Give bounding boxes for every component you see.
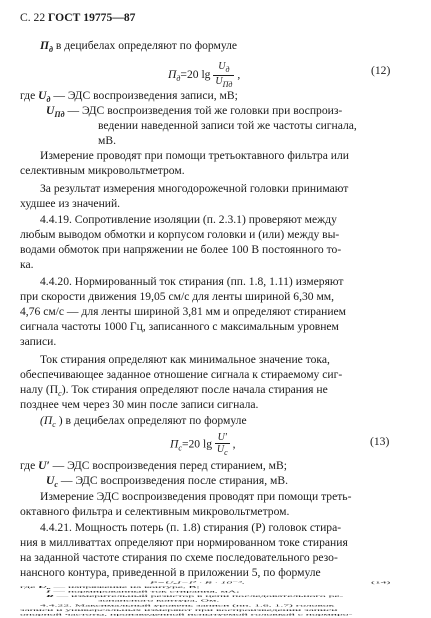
where12-upd-text: — ЭДС воспроизведения той же головки при воспроиз- [64, 104, 343, 117]
p4422-line1-part-0: 4.4.22. Максимальный уровень записи (пп. 1.6, 1.7) головок [40, 603, 335, 608]
p4421-line3: на заданной частоте стирания по схеме последовательного резо- [20, 551, 338, 564]
p4422-line3 [20, 612, 352, 617]
f12-lhs: П [168, 68, 177, 82]
f12-num-sub: д [225, 65, 230, 74]
where13-line1 [20, 458, 287, 473]
pc-intro [40, 413, 247, 432]
f12-num-u: U [218, 61, 226, 72]
f12-num [213, 61, 234, 76]
f12-den-u: U [215, 76, 223, 87]
erase-line1: Ток стирания определяют как минимальное значение тока, [40, 353, 330, 366]
f13-den [215, 444, 230, 458]
where13-uc: U [46, 474, 55, 487]
p4419-line1: 4.4.19. Сопротивление изоляции (п. 2.3.1) проверяют между [40, 213, 337, 226]
where13-uc-text: — ЭДС воспроизведения после стирания, мВ. [57, 474, 288, 487]
erase-line4: позднее чем через 30 мин после записи сигнала. [20, 398, 259, 411]
where14-line1-part-3: — напряжение на контуре, В; [50, 585, 200, 589]
p4420-line4: сигнала частоты 1000 Гц, записанного с максимальным уровнем [20, 320, 339, 333]
p4420-line5: записи. [20, 335, 57, 348]
where13-uc-sub: c [54, 480, 58, 489]
p4421-line1: 4.4.21. Мощность потерь (п. 1.8) стирания (Р) головок стира- [40, 521, 342, 534]
formula-14-part-0: Р=U [150, 580, 174, 585]
where14-line1-part-1: U [38, 585, 47, 589]
page-bottom-block [0, 580, 431, 618]
erase-pc-sub: с [58, 389, 62, 398]
measure2-line2: октавного фильтра и селективным микровольтметром. [20, 505, 290, 518]
where14-line2-part-0: I [46, 589, 51, 594]
where12-line4: мВ. [98, 134, 116, 147]
f12-tail: , [234, 68, 241, 82]
p4420-line1: 4.4.20. Нормированный ток стирания (пп. 1.8, 1.11) измеряют [40, 275, 344, 288]
measure2-line1: Измерение ЭДС воспроизведения проводят при помощи треть- [40, 490, 352, 503]
standard-code: ГОСТ 19775—87 [48, 11, 136, 24]
where14-line1-part-2: к [46, 586, 51, 590]
f12-den-sub: Пд [222, 80, 233, 89]
formula-14-part-2: I−I² · R · 10⁻³, [177, 580, 245, 585]
pc-open: (П [40, 414, 53, 427]
f12-eq: =20 lg [180, 68, 214, 82]
where14-line3-part-1: — измерительный резистор в цепи последовательного ре- [53, 594, 344, 598]
f13-lhs-sub: с [178, 443, 182, 453]
where14-line1-part-0: где [20, 585, 39, 589]
p4419-line2: любым выводом обмотки и корпусом головки и (или) между вы- [20, 228, 340, 241]
erase-line3-a: налу (П [20, 383, 59, 396]
where12-ud: U [38, 89, 47, 102]
result-line1: За результат измерения многодорожечной головки принимают [40, 182, 349, 195]
where13-u1: U′ [38, 459, 50, 472]
formula-14-part-1: к [173, 582, 178, 585]
f13-fraction [215, 432, 230, 458]
where12-upd-sub: Пд [54, 110, 65, 119]
where13-lead: где [20, 459, 39, 472]
f12-fraction [213, 61, 234, 90]
f12-lhs-sub: д [176, 74, 181, 84]
where12-ud-text: — ЭДС воспроизведения записи, мВ; [50, 89, 238, 102]
p4419-line3: водами обмоток при напряжении не более 100 В постоянного то- [20, 243, 342, 256]
page-header [20, 10, 135, 25]
formula-13 [170, 432, 235, 458]
symbol-pd: П [40, 39, 50, 52]
f13-tail: , [229, 437, 236, 451]
where13-u1-text: — ЭДС воспроизведения перед стиранием, мВ; [49, 459, 287, 472]
result-line2: худшее из значений. [20, 197, 121, 210]
measure1-line2: селективным микровольтметром. [20, 164, 185, 177]
measure1-line1: Измерение проводят при помощи третьоктавного фильтра или [40, 149, 349, 162]
equation-number-14: (14) [371, 580, 391, 585]
p4419-line4: ка. [20, 258, 34, 271]
pc-text: ) в децибелах определяют по формуле [55, 414, 247, 427]
where14-line4-part-0: зонансного контура, Ом. [98, 598, 220, 603]
equation-number-12: (12) [371, 64, 391, 77]
where12-ud-sub: д [46, 95, 51, 104]
intro-line [40, 38, 237, 57]
intro-text: в децибелах определяют по формуле [53, 39, 238, 52]
p4422-line2-part-0: записи и универсальных измеряют при воспроизведении записи [20, 607, 338, 612]
p4421-line2: ния в милливаттах определяют при нормированном токе стирания [20, 536, 348, 549]
f13-den-sub: c [224, 448, 228, 457]
pc-sub: с [52, 420, 56, 429]
p4421-line4: нансного контура, приведенной в приложении 5, по формуле [20, 566, 321, 579]
p4420-line2: при скорости движения 19,05 см/с для ленты шириной 6,30 мм, [20, 290, 335, 303]
f13-lhs: П [170, 437, 179, 451]
where14-line2-part-1: — нормированный ток стирания, мА; [50, 589, 240, 594]
equation-number-13: (13) [370, 435, 390, 448]
where14-line3-part-0: R [46, 594, 54, 598]
f13-den-u: U [216, 444, 225, 455]
erase-line3-b: ). Ток стирания определяют после начала стирания не [61, 383, 328, 396]
formula-12 [168, 61, 240, 90]
p4422-line3-part-0: опорной частоты, произведенной испытуемой головкой с нормиро- [20, 612, 353, 617]
f13-num: U′ [215, 432, 230, 444]
symbol-pd-sub: д [49, 45, 53, 54]
p4420-line3: 4,76 см/с — для ленты шириной 3,81 мм и определяют стиранием [20, 305, 347, 318]
f13-eq: =20 lg [181, 437, 215, 451]
erase-line2: обеспечивающее заданное отношение сигнала к стираемому сиг- [20, 368, 343, 381]
where12-upd: U [46, 104, 55, 117]
where12-line3: ведении наведенной записи той же частоты сигнала, [98, 119, 357, 132]
where12-lead: где [20, 89, 39, 102]
page-number: С. 22 [20, 11, 46, 24]
